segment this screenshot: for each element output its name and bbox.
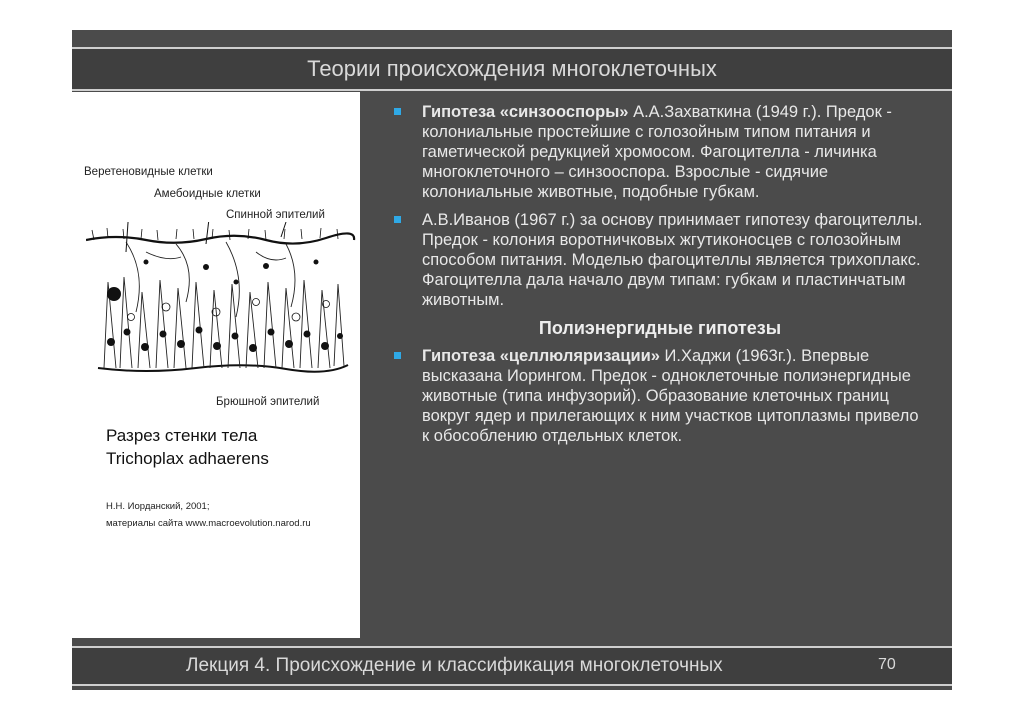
figure-source	[106, 498, 311, 532]
page-number: 70	[878, 656, 896, 673]
label-dorsal-epithelium: Спинной эпителий	[226, 209, 325, 221]
item-3-text: И.Хаджи (1963г.). Впервые высказана Иорингом. Предок - одноклеточные полиэнергидные животные (типа инфузорий). Образование клеточных границ вокруг ядер и прилегающих к ним участков цитоплазмы привело к обособлению отдельных клеток.	[422, 347, 919, 445]
source-line-1: Н.Н. Иорданский, 2001;	[106, 501, 210, 512]
slide	[72, 30, 952, 690]
figure-panel	[72, 92, 360, 638]
bullet-icon	[394, 108, 401, 115]
figure-caption	[106, 424, 269, 470]
section-subheading: Полиэнергидные гипотезы	[538, 318, 782, 338]
bullet-icon	[394, 216, 401, 223]
label-amoeboid-cells: Амебоидные клетки	[154, 188, 261, 200]
caption-line-2: Trichoplax adhaerens	[106, 449, 269, 468]
content-area	[390, 102, 930, 454]
label-spindle-cells: Веретеновидные клетки	[84, 166, 213, 178]
caption-line-1: Разрез стенки тела	[106, 426, 258, 445]
trichoplax-section-drawing	[86, 222, 356, 392]
list-item	[390, 210, 930, 310]
list-item	[390, 346, 930, 446]
title-bar	[72, 47, 952, 91]
label-ventral-epithelium: Брюшной эпителий	[216, 396, 320, 408]
footer-title: Лекция 4. Происхождение и классификация многоклеточных	[186, 655, 723, 676]
slide-title: Теории происхождения многоклеточных	[307, 56, 717, 81]
bullet-icon	[394, 352, 401, 359]
item-1-heading: Гипотеза «синзооспоры»	[422, 103, 629, 121]
item-3-heading: Гипотеза «целлюляризации»	[422, 347, 660, 365]
item-1-text: А.А.Захваткина (1949 г.). Предок - колониальные простейшие с голозойным типом питания и гаметической редукцией хромосом. Фагоцителла - личинка многоклеточного – синзооспора. Взрослые - сидячие колониальные животные, подобные губкам.	[422, 103, 892, 201]
item-2-text: А.В.Иванов (1967 г.) за основу принимает гипотезу фагоцителлы. Предок - колония воротничковых жгутиконосцев с голозойным способом питания. Моделью фагоцителлы является трихоплакс. Фагоцителла дала начало двум типам: губкам и пластинчатым животным.	[422, 211, 923, 309]
list-item	[390, 102, 930, 202]
footer-bar	[72, 646, 952, 686]
source-line-2: материалы сайта www.macroevolution.narod.ru	[106, 518, 311, 529]
